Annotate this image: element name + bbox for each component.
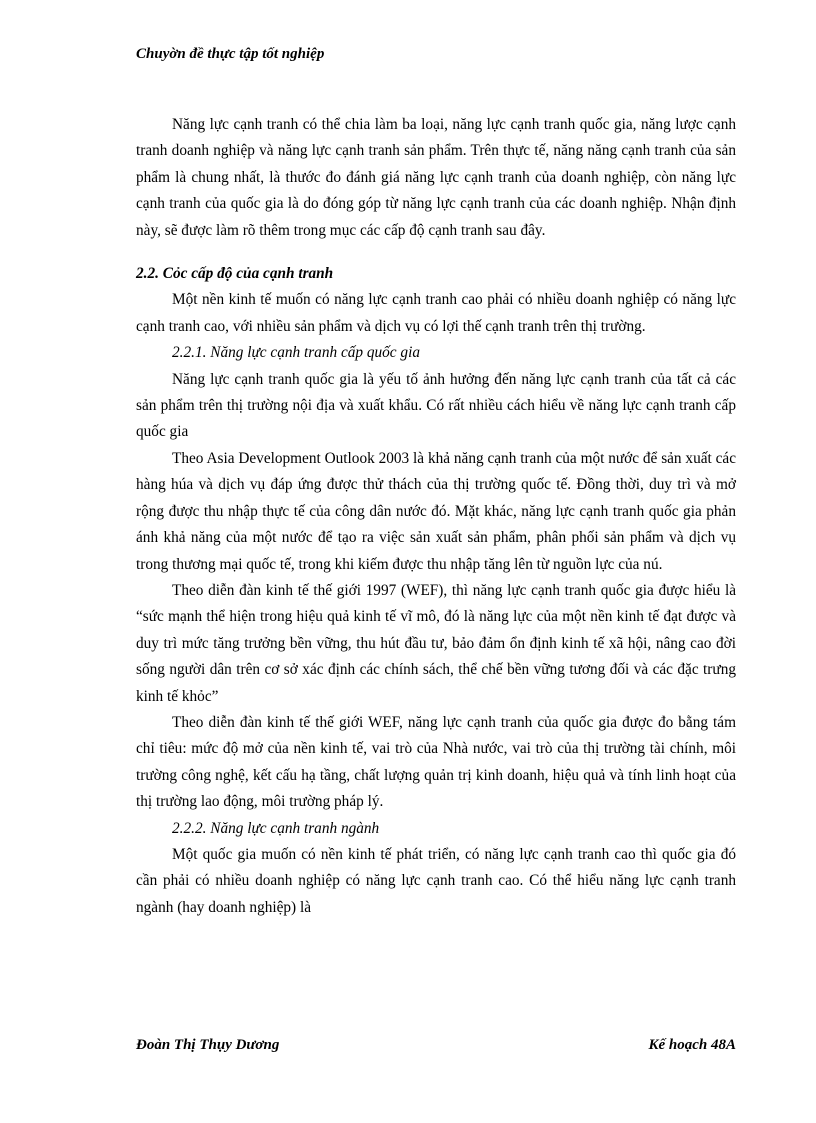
footer-author: Đoàn Thị Thụy Dương — [136, 1037, 280, 1053]
paragraph-economy: Một nền kinh tế muốn có năng lực cạnh tranh cao phải có nhiều doanh nghiệp có năng lực cạnh tranh cao, với nhiều sản phẩm và dịch vụ có lợi thế cạnh tranh trên thị trường. — [136, 291, 736, 335]
section-heading: 2.2. Cỏc cấp độ của cạnh tranh — [136, 265, 334, 283]
document-body — [136, 112, 736, 921]
paragraph-intro: Năng lực cạnh tranh có thể chia làm ba loại, năng lực cạnh tranh quốc gia, năng lược cạnh tranh doanh nghiệp và năng lực cạnh tranh sản phẩm. Trên thực tế, năng năng cạnh tranh của sản phẩm là chung nhất, là thước đo đánh giá năng lực cạnh tranh của doanh nghiệp, còn năng lực cạnh tranh của quốc gia là do đóng góp từ năng lực cạnh tranh của các doanh nghiệp. Nhận định này, sẽ được làm rõ thêm trong mục các cấp độ cạnh tranh sau đây. — [136, 116, 736, 239]
footer-class: Kế hoạch 48A — [648, 1037, 736, 1053]
paragraph-national-definition: Năng lực cạnh tranh quốc gia là yếu tố ảnh hưởng đến năng lực cạnh tranh của tất cả các sản phẩm trên thị trường nội địa và xuất khẩu. Có rất nhiều cách hiểu về năng lực cạnh tranh cấp quốc gia — [136, 370, 736, 441]
paragraph-asia-outlook: Theo Asia Development Outlook 2003 là khả năng cạnh tranh của một nước để sản xuất các hàng húa và dịch vụ đáp ứng được thử thách của thị trường quốc tế. Đồng thời, duy trì và mở rộng được thu nhập thực tế của công dân nước đó. Mặt khác, năng lực cạnh tranh quốc gia phản ánh khả năng của một nước để tạo ra việc sản xuất sản phẩm, phân phối sản phẩm và dịch vụ trong thương mại quốc tế, trong khi kiếm được thu nhập tăng lên từ nguồn lực của nú. — [136, 449, 736, 573]
header-title: Chuyờn đề thực tập tốt nghiệp — [136, 46, 325, 62]
subsection-heading-national: 2.2.1. Năng lực cạnh tranh cấp quốc gia — [172, 344, 420, 362]
paragraph-wef-1997: Theo diễn đàn kinh tế thế giới 1997 (WEF), thì năng lực cạnh tranh quốc gia được hiểu là “sức mạnh thể hiện trong hiệu quả kinh tế vĩ mô, đó là năng lực của một nền kinh tế đạt được và duy trì mức tăng trưởng bền vững, thu hút đầu tư, bảo đảm ổn định kinh tế xã hội, nâng cao đời sống người dân trên cơ sở xác định các chính sách, thể chế bền vững tương đối và các đặc trưng kinh tế khỏc” — [136, 581, 736, 705]
page-header — [136, 46, 736, 63]
paragraph-industry: Một quốc gia muốn có nền kinh tế phát triển, có năng lực cạnh tranh cao thì quốc gia đó cần phải có nhiều doanh nghiệp có năng lực cạnh tranh cao. Có thể hiểu năng lực cạnh tranh ngành (hay doanh nghiệp) là — [136, 845, 736, 916]
paragraph-wef-criteria: Theo diễn đàn kinh tế thế giới WEF, năng lực cạnh tranh của quốc gia được đo bằng tám chỉ tiêu: mức độ mở của nền kinh tế, vai trò của Nhà nước, vai trò của thị trường tài chính, môi trường công nghệ, kết cấu hạ tầng, chất lượng quản trị kinh doanh, hiệu quả và tính linh hoạt của thị trường lao động, môi trường pháp lý. — [136, 713, 736, 811]
subsection-heading-industry: 2.2.2. Năng lực cạnh tranh ngành — [172, 819, 380, 837]
page-footer — [136, 1037, 736, 1054]
